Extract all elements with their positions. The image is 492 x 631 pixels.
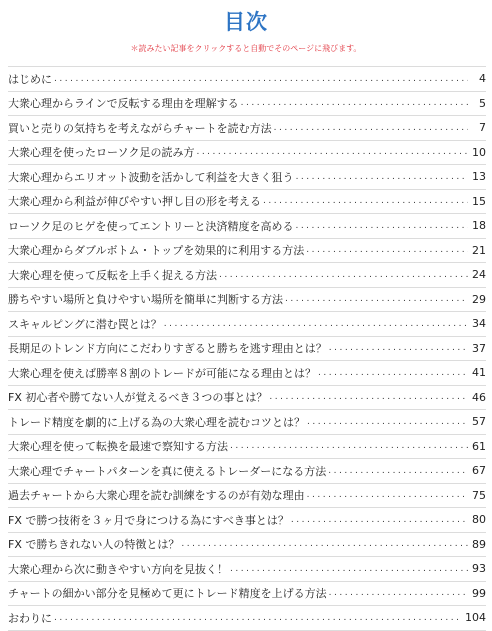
toc-entry-title[interactable]: FX 初心者や勝てない人が覚えるべき３つの事とは？	[8, 391, 268, 405]
toc-entry-page-number[interactable]: 99	[472, 586, 486, 600]
toc-entry-page-number[interactable]: 18	[472, 219, 486, 233]
toc-entry[interactable]	[8, 263, 486, 288]
toc-entry-page-number[interactable]: 89	[472, 537, 486, 551]
toc-entry[interactable]	[8, 435, 486, 460]
toc-entry[interactable]	[8, 361, 486, 386]
toc-entry[interactable]	[8, 337, 486, 362]
toc-entry[interactable]	[8, 214, 486, 239]
toc-entry[interactable]	[8, 484, 486, 509]
toc-entry-title[interactable]: 大衆心理でチャートパターンを真に使えるトレーダーになる方法	[8, 464, 327, 478]
dot-leader	[54, 611, 461, 625]
dot-leader	[164, 317, 468, 331]
toc-entry-page-number[interactable]: 93	[472, 562, 486, 576]
toc-entry-title[interactable]: 長期足のトレンド方向にこだわりすぎると勝ちを逃す理由とは？	[8, 342, 327, 356]
toc-entry-title[interactable]: 大衆心理を使って反転を上手く捉える方法	[8, 268, 217, 282]
toc-entry-page-number[interactable]: 7	[479, 121, 486, 135]
toc-entry-title[interactable]: 大衆心理からラインで反転する理由を理解する	[8, 97, 239, 111]
dot-leader	[291, 513, 468, 527]
toc-entry-title[interactable]: 勝ちやすい場所と負けやすい場所を簡単に判断する方法	[8, 293, 283, 307]
toc-entry[interactable]	[8, 459, 486, 484]
dot-leader	[181, 537, 468, 551]
dot-leader	[196, 145, 468, 159]
dot-leader	[307, 415, 468, 429]
dot-leader	[230, 439, 468, 453]
toc-entry[interactable]	[8, 116, 486, 141]
toc-entry[interactable]	[8, 557, 486, 582]
toc-entry[interactable]	[8, 190, 486, 215]
toc-entry-title[interactable]: 買いと売りの気持ちを考えながらチャートを読む方法	[8, 121, 272, 135]
toc-entry[interactable]	[8, 533, 486, 558]
toc-entry-title[interactable]: 大衆心理を使って転換を最速で察知する方法	[8, 440, 228, 454]
table-of-contents	[8, 66, 486, 631]
toc-entry-title[interactable]: ローソク足のヒゲを使ってエントリーと決済精度を高める	[8, 219, 294, 233]
page-title: 目次	[224, 10, 268, 34]
toc-entry[interactable]	[8, 410, 486, 435]
dot-leader	[263, 194, 468, 208]
toc-entry-title[interactable]: チャートの細かい部分を見極めて更にトレード精度を上げる方法	[8, 587, 327, 601]
toc-entry[interactable]	[8, 288, 486, 313]
toc-entry-page-number[interactable]: 10	[472, 145, 486, 159]
toc-entry-page-number[interactable]: 46	[472, 390, 486, 404]
toc-entry-title[interactable]: 大衆心理から利益が伸びやすい押し目の形を考える	[8, 195, 261, 209]
toc-entry-title[interactable]: 大衆心理からエリオット波動を活かして利益を大きく狙う	[8, 170, 294, 184]
toc-entry-page-number[interactable]: 80	[472, 513, 486, 527]
toc-entry-page-number[interactable]: 29	[472, 292, 486, 306]
toc-entry-page-number[interactable]: 15	[472, 194, 486, 208]
toc-entry[interactable]	[8, 582, 486, 607]
dot-leader	[307, 488, 468, 502]
toc-entry[interactable]	[8, 386, 486, 411]
dot-leader	[285, 292, 468, 306]
dot-leader	[274, 121, 468, 135]
toc-entry-page-number[interactable]: 61	[472, 439, 486, 453]
toc-entry[interactable]	[8, 312, 486, 337]
dot-leader	[54, 72, 468, 86]
toc-entry-page-number[interactable]: 57	[472, 415, 486, 429]
toc-entry-page-number[interactable]: 104	[465, 611, 486, 625]
dot-leader	[306, 243, 468, 257]
dot-leader	[219, 268, 468, 282]
dot-leader	[269, 390, 468, 404]
toc-entry-title[interactable]: 大衆心理からダブルボトム・トップを効果的に利用する方法	[8, 244, 305, 258]
toc-entry-page-number[interactable]: 67	[472, 464, 486, 478]
toc-entry-title[interactable]: FX で勝つ技術を３ヶ月で身につける為にすべき事とは？	[8, 513, 289, 527]
toc-entry-title[interactable]: 過去チャートから大衆心理を読む訓練をするのが有効な理由	[8, 489, 305, 503]
toc-entry[interactable]	[8, 141, 486, 166]
toc-entry-page-number[interactable]: 24	[472, 268, 486, 282]
toc-entry-page-number[interactable]: 13	[472, 170, 486, 184]
toc-entry-page-number[interactable]: 4	[479, 72, 486, 86]
toc-entry-title[interactable]: おわりに	[8, 611, 52, 625]
toc-entry-title[interactable]: 大衆心理を使えば勝率８割のトレードが可能になる理由とは？	[8, 366, 316, 380]
toc-entry-title[interactable]: 大衆心理を使ったローソク足の読み方	[8, 146, 195, 160]
toc-entry[interactable]	[8, 92, 486, 117]
toc-entry[interactable]	[8, 239, 486, 264]
toc-entry-title[interactable]: トレード精度を劇的に上げる為の大衆心理を読むコツとは？	[8, 415, 305, 429]
dot-leader	[318, 366, 468, 380]
dot-leader	[296, 170, 468, 184]
toc-entry-page-number[interactable]: 21	[472, 243, 486, 257]
toc-entry-title[interactable]: スキャルピングに潜む罠とは？	[8, 317, 162, 331]
toc-entry-title[interactable]: 大衆心理から次に動きやすい方向を見抜く！	[8, 562, 228, 576]
toc-entry-title[interactable]: FX で勝ちきれない人の特徴とは？	[8, 538, 180, 552]
dot-leader	[241, 96, 468, 110]
dot-leader	[329, 586, 468, 600]
toc-entry-page-number[interactable]: 5	[479, 96, 486, 110]
toc-entry[interactable]	[8, 165, 486, 190]
toc-entry-page-number[interactable]: 41	[472, 366, 486, 380]
toc-entry[interactable]	[8, 508, 486, 533]
toc-entry-page-number[interactable]: 37	[472, 341, 486, 355]
toc-entry-page-number[interactable]: 34	[472, 317, 486, 331]
click-instruction-note: ＊読みたい記事をクリックすると自動でそのページに飛びます。	[130, 44, 362, 53]
dot-leader	[328, 464, 468, 478]
toc-entry-page-number[interactable]: 75	[472, 488, 486, 502]
toc-entry[interactable]	[8, 606, 486, 631]
toc-entry[interactable]	[8, 66, 486, 92]
toc-entry-title[interactable]: はじめに	[8, 72, 52, 86]
dot-leader	[329, 341, 468, 355]
dot-leader	[230, 562, 468, 576]
dot-leader	[295, 219, 468, 233]
